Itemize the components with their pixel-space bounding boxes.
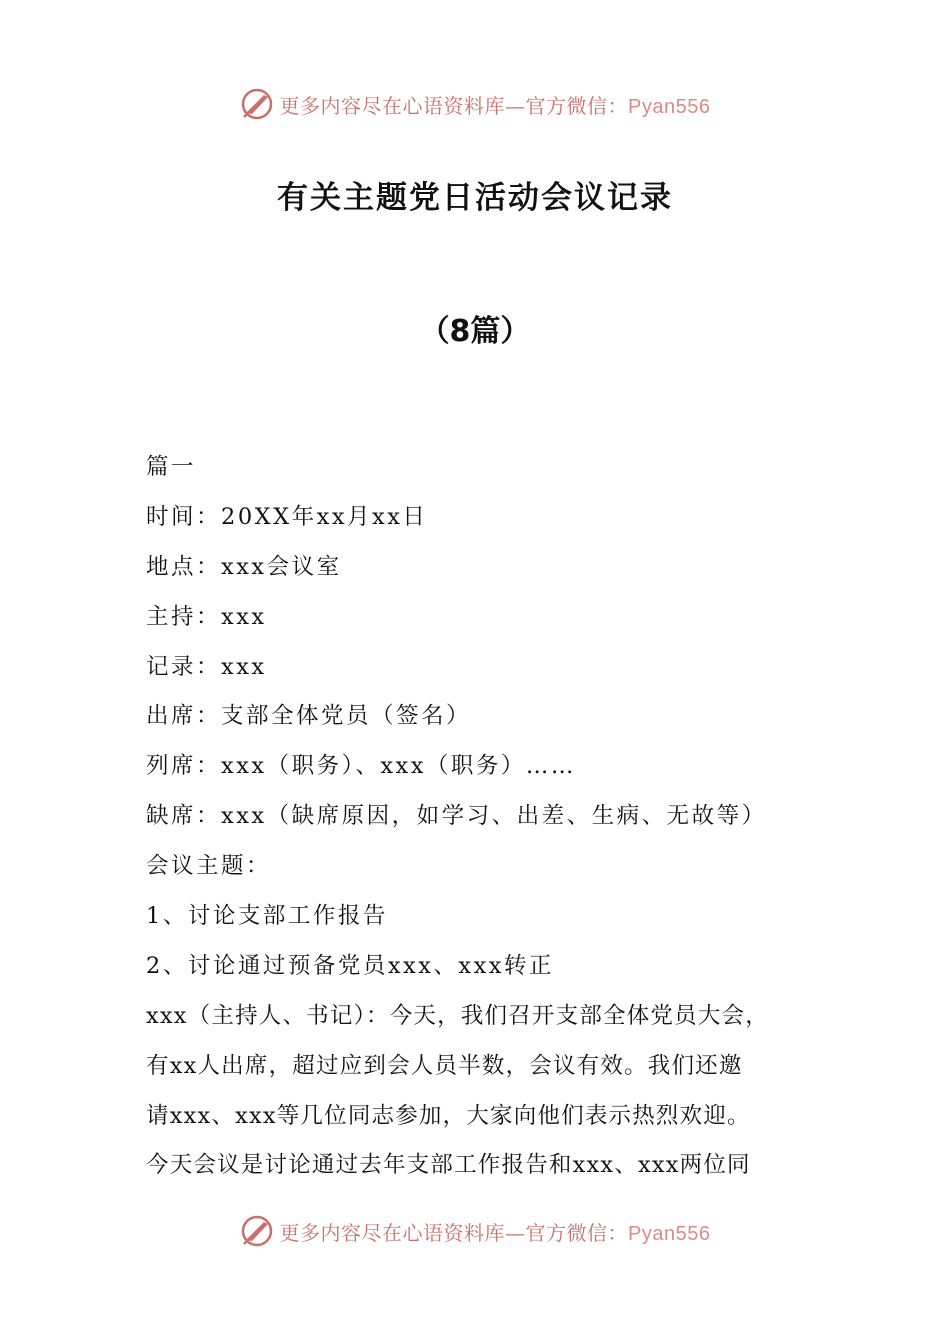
meeting-topics-label: 会议主题： (146, 853, 272, 880)
meeting-host: 主持：xxx (146, 603, 267, 630)
meeting-time: 时间：20XX年xx月xx日 (146, 503, 428, 530)
document-body (146, 443, 826, 1191)
quill-logo-icon (240, 1214, 274, 1248)
paragraph-line: 今天会议是讨论通过去年支部工作报告和xxx、xxx两位同 (146, 1152, 751, 1179)
paragraph-line: 请xxx、xxx等几位同志参加，大家向他们表示热烈欢迎。 (146, 1102, 751, 1129)
watermark-text: 更多内容尽在心语资料库—官方微信：Pyan556 (279, 1220, 711, 1245)
footer-watermark (0, 1211, 950, 1251)
meeting-attendees: 出席：支部全体党员（签名） (146, 703, 472, 730)
document-title: 有关主题党日活动会议记录 (277, 180, 673, 216)
watermark-text: 更多内容尽在心语资料库—官方微信：Pyan556 (279, 93, 711, 118)
topic-item: 1、讨论支部工作报告 (146, 903, 388, 930)
paragraph-line: 有xx人出席，超过应到会人员半数，会议有效。我们还邀 (146, 1052, 743, 1079)
topic-item: 2、讨论通过预备党员xxx、xxx转正 (146, 952, 554, 979)
meeting-observers: 列席：xxx（职务）、xxx（职务）…… (146, 753, 576, 780)
meeting-absentees: 缺席：xxx（缺席原因，如学习、出差、生病、无故等） (146, 803, 767, 830)
paragraph-line: xxx（主持人、书记）：今天，我们召开支部全体党员大会， (146, 1002, 769, 1029)
meeting-recorder: 记录：xxx (146, 653, 267, 680)
quill-logo-icon (240, 87, 274, 121)
document-subtitle: （8篇） (419, 314, 531, 349)
section-heading: 篇一 (146, 454, 197, 480)
meeting-location: 地点：xxx会议室 (146, 553, 342, 580)
header-watermark (0, 84, 950, 124)
